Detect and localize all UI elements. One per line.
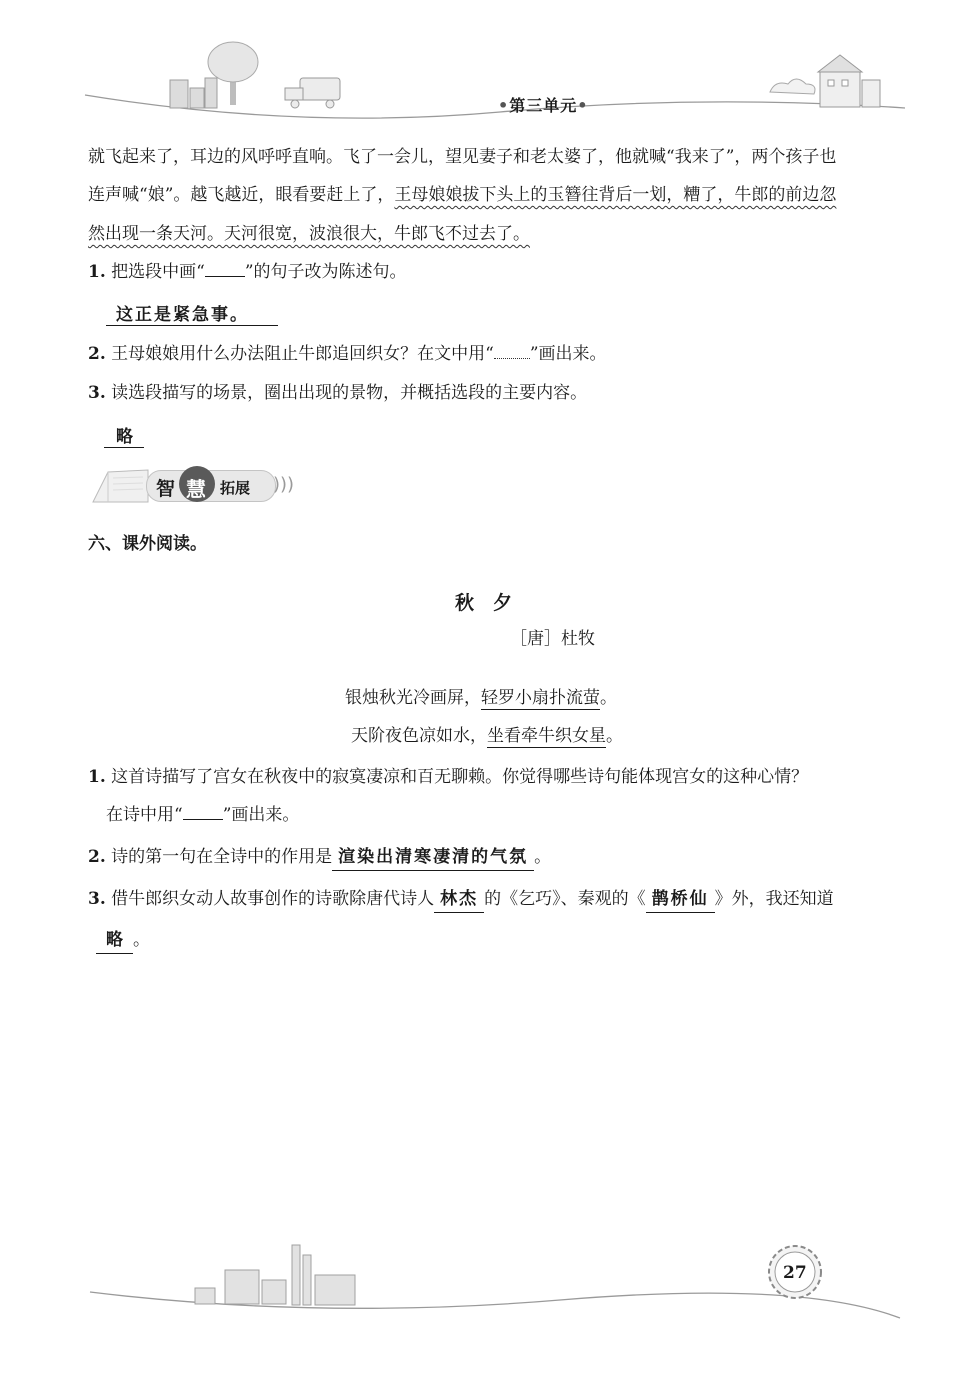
poem-question-1-cont <box>106 803 299 827</box>
section-6-title: 六、课外阅读。 <box>88 534 207 554</box>
poem-line-2 <box>351 724 623 748</box>
question-3 <box>88 381 587 405</box>
footer-decoration <box>0 1230 979 1340</box>
question-text: 这首诗描写了宫女在秋夜中的寂寞凄凉和百无聊赖。你觉得哪些诗句能体现宫女的这种心情？ <box>111 767 809 787</box>
handwritten-answer: 略 <box>96 928 133 954</box>
poem-question-1 <box>88 765 808 789</box>
handwritten-answer: 渲染出清寒凄清的气氛 <box>332 845 534 871</box>
poem-text: 银烛秋光冷画屏， <box>345 688 481 708</box>
handwritten-answer: 鹊桥仙 <box>646 887 715 913</box>
truck-illustration <box>285 78 340 108</box>
city-skyline-illustration <box>195 1245 355 1305</box>
wavy-underlined-text-1: 王母娘娘拔下头上的玉簪往背后一划，糟了，牛郎的前边忽 <box>394 185 837 205</box>
poem-question-3-cont <box>96 928 150 954</box>
page-number: 27 <box>783 1263 807 1283</box>
handwritten-answer: 略 <box>116 427 135 447</box>
handwritten-answer: 林杰 <box>434 887 484 913</box>
wavy-underlined-text-2: 然出现一条天河。天河很宽，波浪很大，牛郎飞不过去了。 <box>88 224 530 244</box>
buildings-illustration <box>170 78 217 108</box>
question-text: 在诗中用“ <box>106 805 183 825</box>
poem-author: ［唐］杜牧 <box>510 629 595 649</box>
poem-question-3 <box>88 887 834 913</box>
passage-line-1: 就飞起来了，耳边的风呼呼直响。飞了一会儿，望见妻子和老太婆了，他就喊“我来了”，两个孩子也 <box>88 147 837 167</box>
question-1 <box>88 260 407 284</box>
answer-1 <box>106 300 278 326</box>
poem-title: 秋 夕 <box>455 592 513 614</box>
question-text: 把选段中画“ <box>111 262 205 282</box>
question-text: ”画出来。 <box>529 344 607 364</box>
question-number: 2. <box>88 344 106 364</box>
question-text: 读选段描写的场景，圈出出现的景物，并概括选段的主要内容。 <box>111 383 588 403</box>
section-banner <box>88 462 295 508</box>
unit-title: •第三单元• <box>498 96 589 115</box>
passage-line-2a: 连声喊“娘”。越飞越近，眼看要赶上了， <box>88 185 395 205</box>
poem-line-1 <box>345 686 617 710</box>
banner-waves: ))) <box>273 474 295 495</box>
banner-char-3: 拓展 <box>220 479 251 497</box>
question-text: 的《乞巧》、秦观的《 <box>484 889 646 909</box>
poem-text: 。 <box>606 726 623 746</box>
question-text: ”画出来。 <box>222 805 300 825</box>
handwritten-answer: 这正是紧急事。 <box>116 305 249 325</box>
banner-char-1: 智 <box>156 478 176 500</box>
question-text: 。 <box>133 930 150 950</box>
question-number: 1. <box>88 767 106 787</box>
passage-line-2 <box>88 183 836 207</box>
unit-title-text: 第三单元 <box>509 96 578 115</box>
poem-text: 。 <box>600 688 617 708</box>
question-text: ”的句子改为陈述句。 <box>244 262 407 282</box>
question-text: 》外，我还知道 <box>714 889 834 909</box>
poem-question-2 <box>88 845 551 871</box>
header-decoration <box>0 0 979 140</box>
straight-line-symbol <box>183 807 223 820</box>
question-number: 1. <box>88 262 106 282</box>
question-number: 2. <box>88 847 106 867</box>
question-text: 诗的第一句在全诗中的作用是 <box>111 847 333 867</box>
straight-line-symbol <box>205 264 245 277</box>
underlined-verse-1: 轻罗小扇扑流萤 <box>481 688 600 708</box>
question-2 <box>88 342 607 366</box>
passage-line-3 <box>88 222 530 246</box>
question-text: 借牛郎织女动人故事创作的诗歌除唐代诗人 <box>111 889 435 909</box>
wavy-line-symbol <box>494 344 530 359</box>
underlined-verse-2: 坐看牵牛织女星 <box>487 726 606 746</box>
question-number: 3. <box>88 383 106 403</box>
question-number: 3. <box>88 889 106 909</box>
answer-3 <box>104 422 144 448</box>
cloud-icon <box>770 79 815 94</box>
question-text: 王母娘娘用什么办法阻止牛郎追回织女？在文中用“ <box>111 344 494 364</box>
house-illustration <box>818 55 880 107</box>
banner-char-2: 慧 <box>186 477 206 501</box>
poem-text: 天阶夜色凉如水， <box>351 726 487 746</box>
question-text: 。 <box>534 847 552 867</box>
